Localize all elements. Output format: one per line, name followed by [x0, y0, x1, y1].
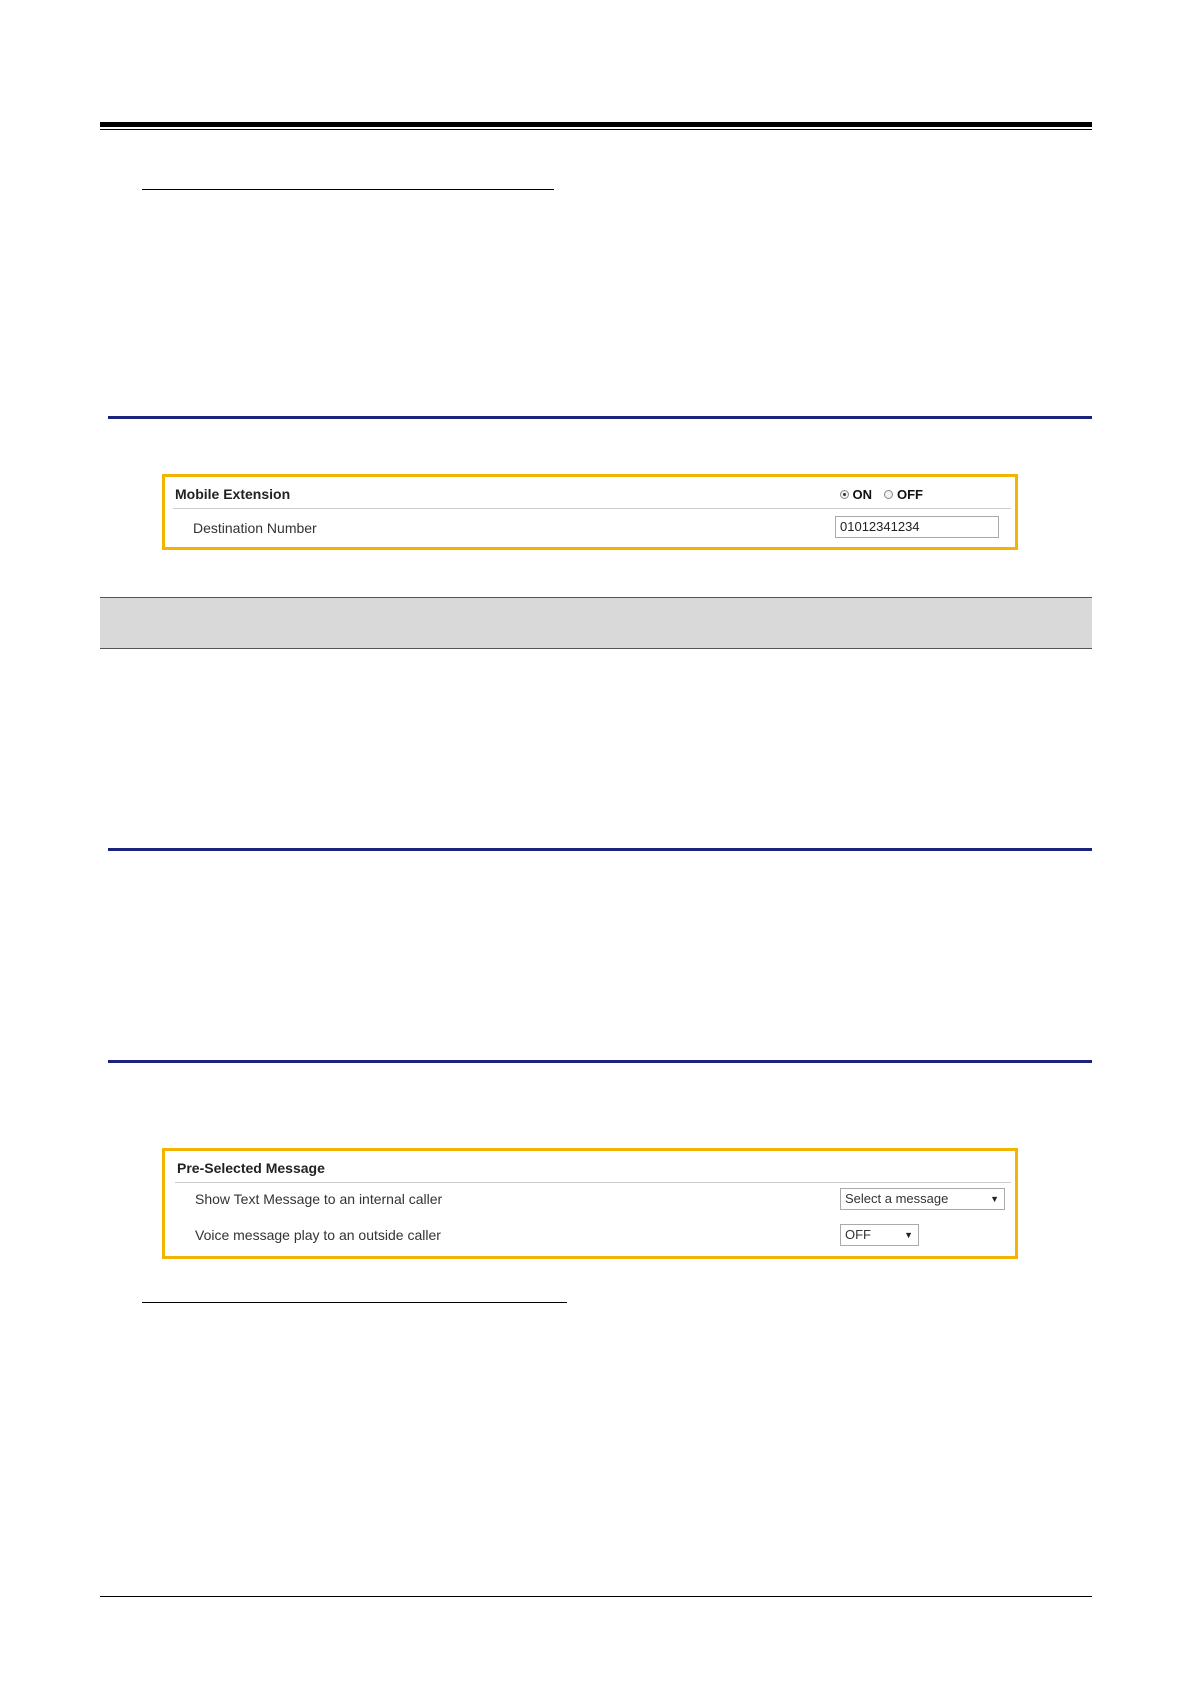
- radio-off-circle-icon[interactable]: [884, 490, 893, 499]
- voice-message-select-value: OFF: [845, 1227, 871, 1242]
- section-rule: [108, 848, 1092, 851]
- voice-message-select[interactable]: [840, 1224, 919, 1246]
- panel-title: Mobile Extension: [175, 486, 291, 502]
- panel-header: [175, 1157, 1011, 1183]
- pre-selected-message-panel: [162, 1148, 1018, 1259]
- footer-rule: [100, 1596, 1092, 1597]
- grey-band: [100, 597, 1092, 649]
- panel-header: [173, 483, 1011, 509]
- chevron-down-icon: ▼: [990, 1194, 999, 1204]
- radio-off[interactable]: [884, 487, 923, 502]
- mobile-extension-panel: [162, 474, 1018, 550]
- radio-on-circle-icon[interactable]: [840, 490, 849, 499]
- header-rule-thin: [100, 129, 1092, 130]
- radio-on-label: ON: [852, 487, 872, 502]
- heading-underline: [142, 189, 554, 190]
- section-rule: [108, 1060, 1092, 1063]
- text-message-label: Show Text Message to an internal caller: [195, 1191, 443, 1207]
- voice-message-label: Voice message play to an outside caller: [195, 1227, 441, 1243]
- heading-underline: [142, 1302, 567, 1303]
- text-message-select-value: Select a message: [845, 1191, 949, 1206]
- panel-title: Pre-Selected Message: [177, 1160, 325, 1176]
- section-rule: [108, 416, 1092, 419]
- destination-number-label: Destination Number: [193, 520, 317, 536]
- destination-number-input[interactable]: 01012341234: [835, 516, 999, 538]
- on-off-radio-group: [840, 487, 924, 502]
- header-rule: [100, 122, 1092, 127]
- text-message-select[interactable]: [840, 1188, 1005, 1210]
- radio-on[interactable]: [840, 487, 873, 502]
- chevron-down-icon: ▼: [904, 1230, 913, 1240]
- radio-off-label: OFF: [897, 487, 923, 502]
